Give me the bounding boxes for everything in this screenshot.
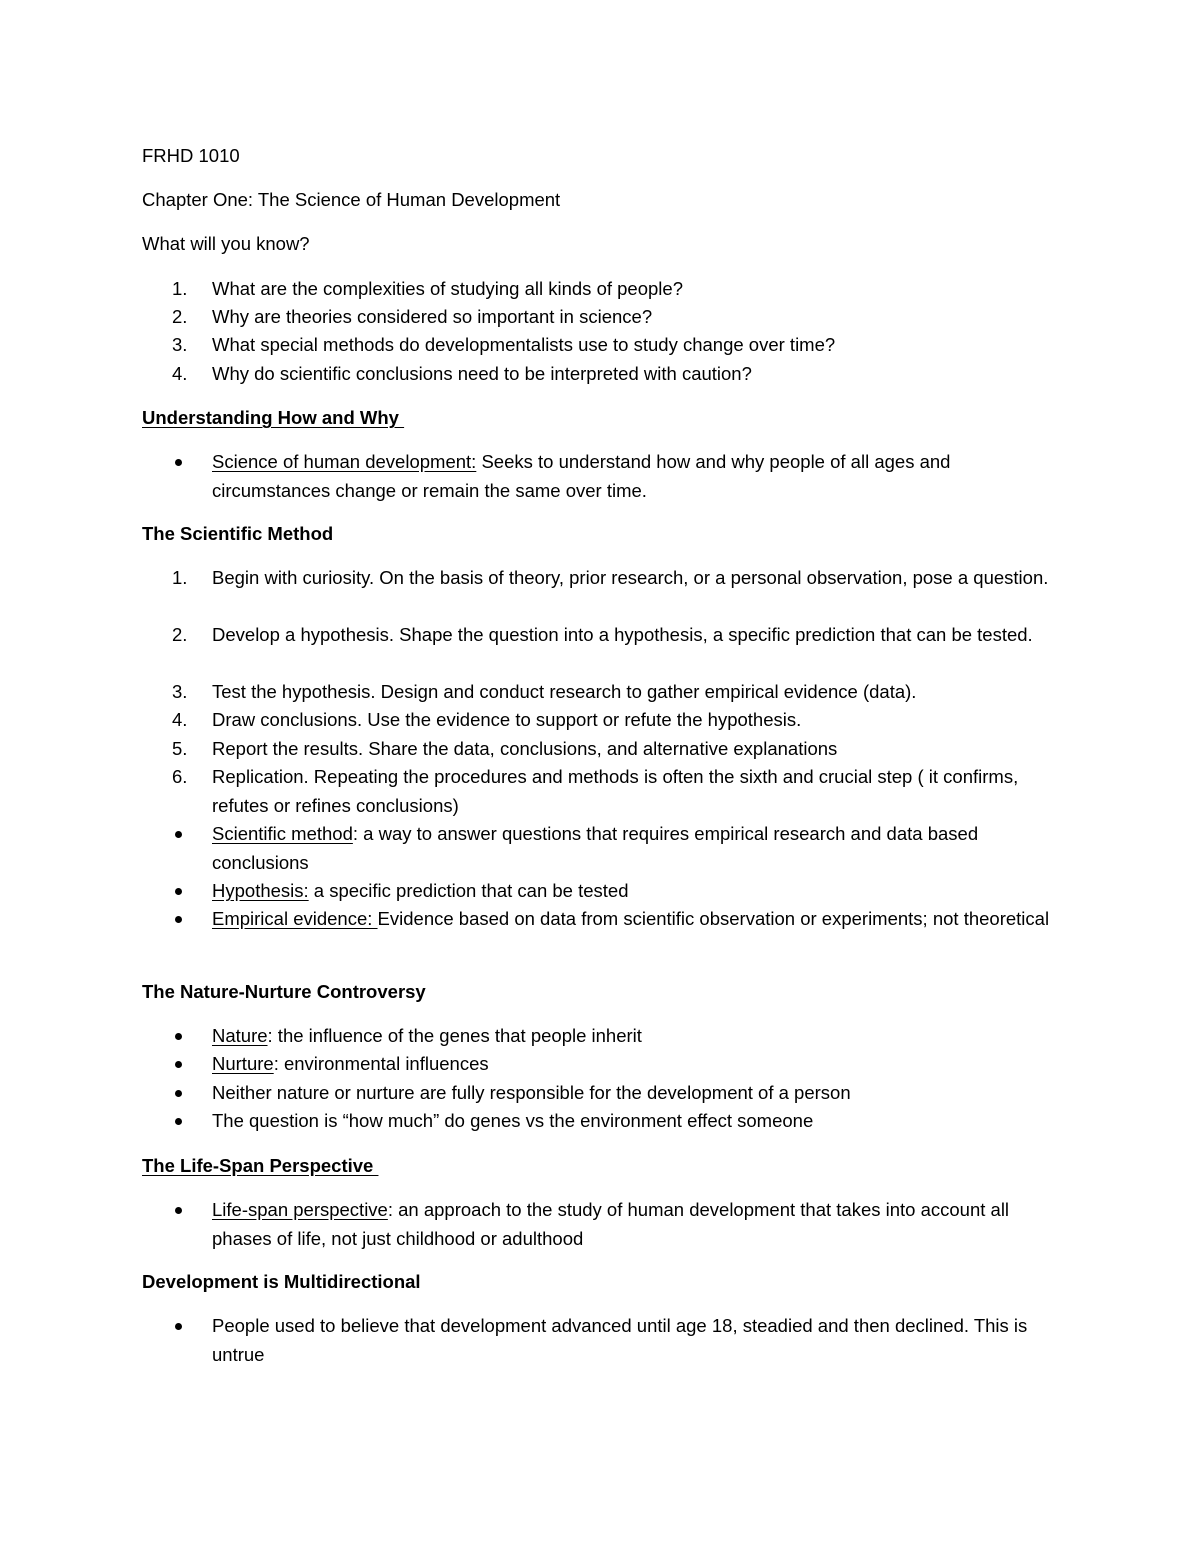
list-text (212, 820, 1052, 877)
list-text: Report the results. Share the data, conclusions, and alternative explanations (212, 738, 838, 759)
list-text: What special methods do developmentalists use to study change over time? (212, 334, 836, 355)
section-heading: Understanding How and Why (142, 407, 405, 428)
bullet-icon (175, 888, 182, 895)
list-number: 4. (172, 363, 188, 384)
list-text (212, 1196, 1052, 1253)
term: Life-span perspective (212, 1199, 388, 1220)
list-number: 5. (172, 738, 188, 759)
bullet-icon (175, 916, 182, 923)
list-text: Test the hypothesis. Design and conduct research to gather empirical evidence (data). (212, 681, 917, 702)
term: Scientific method (212, 823, 353, 844)
list-text (212, 1022, 1052, 1051)
list-text (212, 1050, 1052, 1079)
section-heading: The Scientific Method (142, 523, 334, 544)
list-text: Why do scientific conclusions need to be interpreted with caution? (212, 363, 752, 384)
bullet-icon (175, 831, 182, 838)
definition: : a way to answer questions that requires empirical research and data based conclusions (212, 823, 979, 873)
term: Hypothesis: (212, 880, 309, 901)
list-text: Begin with curiosity. On the basis of theory, prior research, or a personal observation, pose a question. (212, 567, 1049, 588)
course-code: FRHD 1010 (142, 145, 240, 166)
bullet-icon (175, 1323, 182, 1330)
list-text: The question is “how much” do genes vs the environment effect someone (212, 1110, 814, 1131)
list-text: Why are theories considered so important in science? (212, 306, 653, 327)
list-number: 1. (172, 567, 188, 588)
list-number: 4. (172, 709, 188, 730)
section-heading: The Nature-Nurture Controversy (142, 981, 426, 1002)
definition: : the influence of the genes that people inherit (267, 1025, 642, 1046)
list-number: 2. (172, 306, 188, 327)
term: Nature (212, 1025, 268, 1046)
list-number: 6. (172, 766, 188, 787)
list-text: Neither nature or nurture are fully responsible for the development of a person (212, 1082, 851, 1103)
intro-prompt: What will you know? (142, 233, 310, 254)
term: Empirical evidence: (212, 908, 378, 929)
list-number: 3. (172, 334, 188, 355)
list-number: 1. (172, 278, 188, 299)
list-text: What are the complexities of studying all kinds of people? (212, 278, 683, 299)
bullet-icon (175, 1061, 182, 1068)
definition: Evidence based on data from scientific observation or experiments; not theoretical (377, 908, 1050, 929)
list-number: 2. (172, 624, 188, 645)
section-heading: Development is Multidirectional (142, 1271, 421, 1292)
bullet-icon (175, 1090, 182, 1097)
bullet-icon (175, 1118, 182, 1125)
definition: : environmental influences (273, 1053, 489, 1074)
list-text (212, 448, 1052, 505)
term: Nurture (212, 1053, 274, 1074)
list-text: Replication. Repeating the procedures and methods is often the sixth and crucial step ( it confirms, refutes or refines conclusions) (212, 766, 1019, 816)
list-text: Draw conclusions. Use the evidence to support or refute the hypothesis. (212, 709, 802, 730)
section-heading: The Life-Span Perspective (142, 1155, 379, 1176)
chapter-title: Chapter One: The Science of Human Development (142, 189, 561, 210)
list-number: 3. (172, 681, 188, 702)
list-text: People used to believe that development advanced until age 18, steadied and then declined. This is untrue (212, 1315, 1028, 1365)
definition: : an approach to the study of human development that takes into account all phases of life, not just childhood or adulthood (212, 1199, 1010, 1249)
term: Science of human development: (212, 451, 477, 472)
bullet-icon (175, 1033, 182, 1040)
definition: Seeks to understand how and why people of all ages and circumstances change or remain the same over time. (212, 451, 951, 501)
bullet-icon (175, 1207, 182, 1214)
list-text (212, 905, 1052, 934)
definition: a specific prediction that can be tested (308, 880, 629, 901)
bullet-icon (175, 459, 182, 466)
list-text: Develop a hypothesis. Shape the question into a hypothesis, a specific prediction that can be tested. (212, 624, 1033, 645)
list-text (212, 877, 1052, 906)
